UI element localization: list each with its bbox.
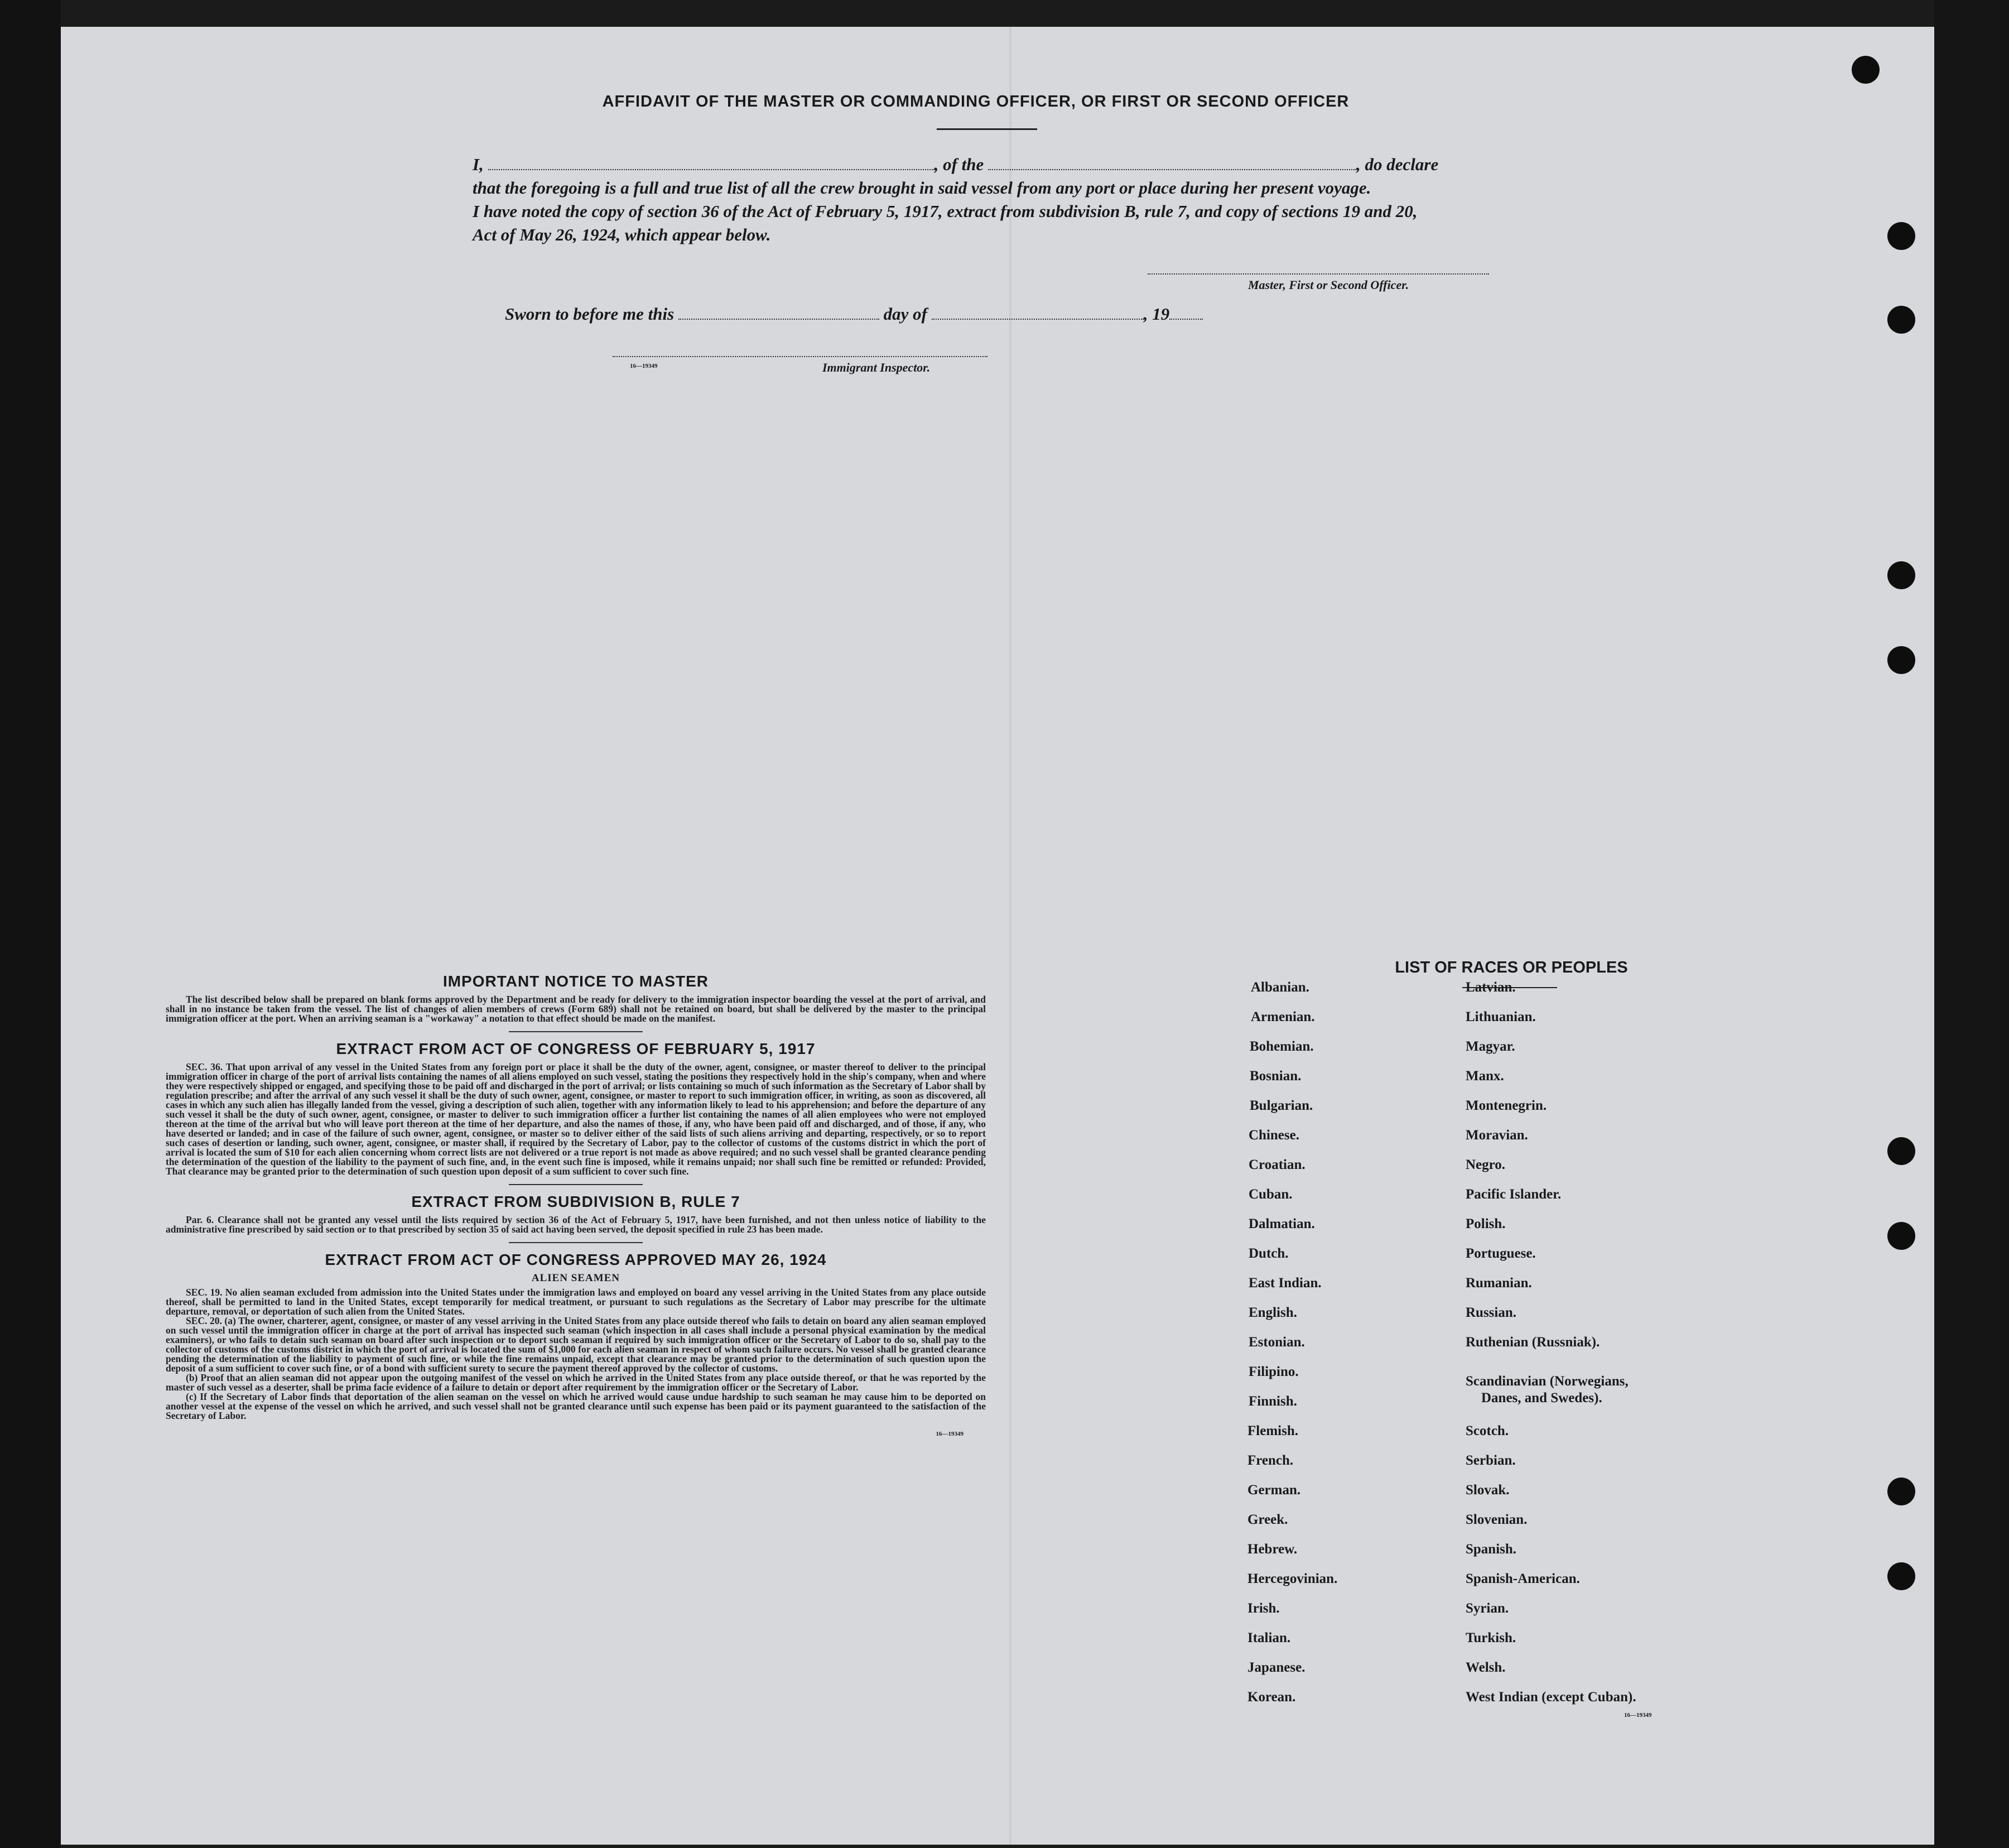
race-item: Manx. (1466, 1069, 1504, 1084)
extract-1917-title: EXTRACT FROM ACT OF CONGRESS OF FEBRUARY 5, 1917 (336, 1040, 816, 1057)
section-rule (509, 1242, 643, 1243)
race-item: Cuban. (1249, 1187, 1293, 1202)
race-item: Negro. (1466, 1157, 1506, 1172)
name-field[interactable] (488, 167, 934, 170)
race-item: Greek. (1247, 1512, 1288, 1527)
declaration-of-the: , of the (934, 155, 984, 174)
master-caption: Master, First or Second Officer. (1248, 278, 1409, 292)
race-item: Spanish-American. (1466, 1571, 1580, 1586)
race-item: French. (1247, 1453, 1294, 1468)
inspector-caption: Immigrant Inspector. (822, 360, 931, 374)
punch-hole-icon (1887, 222, 1915, 250)
sworn-label: Sworn to before me this (505, 304, 675, 324)
punch-hole-icon (1887, 1478, 1915, 1505)
race-item: Magyar. (1466, 1039, 1515, 1054)
document-sheet (61, 27, 1934, 1845)
race-item: Estonian. (1249, 1335, 1305, 1350)
section-rule (509, 1184, 643, 1185)
extract-1917-body: SEC. 36. That upon arrival of any vessel in the United States from any foreign port or place it shall be the duty of the owner, agent, consignee, or master thereof to deliver to the principal immigration officer in charge of the port of arrival lists containing the names of all aliens employed on such vessel, stating the positions they respectively hold in the ship's company, when and where they were respectively shipped or engaged, and specifying those to be paid off and discharged in the port of arrival; or lists containing so much of such information as the Secretary of Labor shall by regulation prescribe; and after the arrival of any such vessel it shall be the duty of such owner, agent, consignee, or master to report to such immigration officer, in writing, as soon as discovered, all cases in which any such alien has illegally landed from the vessel, giving a description of such alien, together with any information likely to lead to his apprehension; and before the departure of any such vessel it shall be the duty of such owner, agent, consignee, or master to deliver to such immigration officer a further list containing the names of all alien employees who were not employed thereon at the time of the arrival but who will leave port thereon at the time of her departure, and also the names of those, if any, who have been paid off and discharged, and of those, if any, who have deserted or landed; and in case of the failure of such owner, agent, consignee, or master so to deliver either of the said lists of such aliens arriving and departing, respectively, or so to report such cases of desertion or landing, such owner, agent, consignee, or master shall, if required by the Secretary of Labor, pay to the collector of customs of the customs district in which the port of arrival is located the sum of $10 for each alien concerning whom correct lists are not delivered or a true report is not made as above required; and no such vessel shall be granted clearance pending the determination of the question of the liability to the payment of such fine, and, in the event such fine is imposed, while it remains unpaid; nor shall such fine be remitted or refunded: Provided, That clearance may be granted prior to the determination of such question upon deposit of a sum sufficient to cover such fine. (166, 1061, 986, 1177)
affidavit-declaration (473, 153, 1577, 247)
sec-19-text (166, 1288, 986, 1316)
vessel-field[interactable] (988, 167, 1356, 170)
race-item: Irish. (1247, 1601, 1280, 1616)
sec-20a-text (166, 1316, 986, 1373)
extract-1924-title: EXTRACT FROM ACT OF CONGRESS APPROVED MAY 26, 1924 (325, 1251, 827, 1268)
sec-19-body: SEC. 19. No alien seaman excluded from admission into the United States under the immigration laws and employed on board any vessel arriving in the United States from any place outside thereof, shall be permitted to land in the United States, except temporarily for medical treatment, or pursuant to such regulations as the Secretary of Labor may prescribe for the ultimate departure, removal, or deportation of such alien from the United States. (166, 1287, 986, 1317)
race-item: Filipino. (1249, 1364, 1299, 1379)
declaration-line-3: I have noted the copy of section 36 of the Act of February 5, 1917, extract from subdivision B, rule 7, and copy of sections 19 and 20, (473, 201, 1418, 221)
race-item: Serbian. (1466, 1453, 1516, 1468)
race-item: English. (1249, 1305, 1297, 1320)
sec-20a-body: SEC. 20. (a) The owner, charterer, agent, consignee, or master of any vessel arriving in the United States from any place outside thereof who fails to detain on board any alien seaman employed on such vessel until the immigration officer in charge at the port of arrival has inspected such seaman (which inspection in all cases shall include a personal physical examination by the medical examiners), or who fails to detain such seaman on board after such inspection or to deport such seaman if required by such immigration officer or the Secretary of Labor to do so, shall pay to the collector of customs of the customs district in which the port of arrival is located the sum of $1,000 for each alien seaman in respect of whom such failure occurs. No vessel shall be granted clearance pending the determination of the liability to payment of such fine, or while the fine remains unpaid, except that clearance may be granted prior to the determination of such question upon the deposit of a sum sufficient to cover such fine, or of a bond with sufficient surety to secure the payment thereof approved by the collector of customs. (166, 1315, 986, 1374)
race-item: Turkish. (1466, 1630, 1516, 1645)
extract-1917-text (166, 1062, 986, 1176)
sec-20b-text (166, 1373, 986, 1392)
race-item: Montenegrin. (1466, 1098, 1547, 1113)
declaration-line-2: that the foregoing is a full and true list of all the crew brought in said vessel from any port or place during her present voyage. (473, 178, 1371, 198)
day-of-label: day of (883, 304, 927, 324)
subdivision-b-title: EXTRACT FROM SUBDIVISION B, RULE 7 (411, 1193, 740, 1210)
title-rule (937, 128, 1037, 130)
punch-hole-icon (1887, 561, 1915, 589)
declaration-do-declare: , do declare (1356, 155, 1439, 174)
alien-seamen-subtitle: ALIEN SEAMEN (531, 1272, 620, 1284)
race-item: Bosnian. (1250, 1069, 1302, 1084)
extract-form-number: 16—19349 (936, 1431, 963, 1437)
notice-text (166, 995, 986, 1023)
race-item: Ruthenian (Russniak). (1466, 1335, 1600, 1350)
punch-hole-icon (1887, 306, 1915, 334)
race-item: Albanian. (1251, 980, 1309, 995)
race-item: West Indian (except Cuban). (1466, 1690, 1636, 1705)
race-item: Moravian. (1466, 1128, 1528, 1143)
declaration-line-4: Act of May 26, 1924, which appear below. (473, 225, 771, 244)
race-item: Scotch. (1466, 1423, 1509, 1438)
race-item: Lithuanian. (1466, 1009, 1536, 1024)
punch-hole-icon (1887, 1137, 1915, 1165)
races-title: LIST OF RACES OR PEOPLES (1395, 959, 1628, 976)
race-item: Russian. (1466, 1305, 1517, 1320)
sec-20c-body: (c) If the Secretary of Labor finds that deportation of the alien seaman on the vessel on which he arrived would cause undue hardship to such seaman he may cause him to be deported on another vessel at the expense of the vessel on which he arrived, and such vessel shall not be granted clearance until such expense has been paid or its payment guaranteed to the satisfaction of the Secretary of Labor. (166, 1391, 986, 1421)
sworn-line (505, 302, 1610, 326)
notice-column (166, 973, 986, 1437)
page-fold (1009, 27, 1011, 1845)
race-item: Welsh. (1466, 1660, 1506, 1675)
race-item: German. (1247, 1483, 1301, 1498)
declaration-i: I, (473, 155, 484, 174)
notice-body: The list described below shall be prepared on blank forms approved by the Department and be ready for delivery to the immigration inspector boarding the vessel at the port of arrival, and shall in no instance be taken from the vessel. The list of changes of alien members of crews (Form 689) shall not be retained on board, but shall be delivered by the master to the principal immigration officer at the port. When an arriving seaman is a "workaway" a notation to that effect should be made on the manifest. (166, 994, 986, 1024)
subdivision-b-body: Par. 6. Clearance shall not be granted any vessel until the lists required by section 36 of the Act of February 5, 1917, have been furnished, and not then unless notice of liability to the administrative fine prescribed by said section or to that prescribed by section 35 of said act having been served, the deposit specified in rule 23 has been made. (166, 1214, 986, 1235)
section-rule (509, 1031, 643, 1032)
race-item: Flemish. (1247, 1423, 1298, 1438)
race-item: Slovenian. (1466, 1512, 1528, 1527)
race-item: Rumanian. (1466, 1276, 1532, 1291)
race-item: Hebrew. (1247, 1542, 1298, 1557)
race-item: Scandinavian (Norwegians, (1466, 1374, 1629, 1389)
race-item: Bohemian. (1250, 1039, 1314, 1054)
inspector-signature-line[interactable] (613, 356, 987, 357)
sec-20b-body: (b) Proof that an alien seaman did not appear upon the outgoing manifest of the vessel on which he arrived in the United States from any place outside thereof, or that he was reported by the master of such vessel as a deserter, shall be prima facie evidence of a failure to detain or deport after requirement by the immigration officer or the Secretary of Labor. (166, 1372, 986, 1393)
race-item: Dutch. (1249, 1246, 1289, 1261)
race-item: Syrian. (1466, 1601, 1509, 1616)
race-item: Finnish. (1249, 1394, 1297, 1409)
race-item: Hercegovinian. (1247, 1571, 1338, 1586)
race-item: Italian. (1247, 1630, 1291, 1645)
punch-hole-icon (1852, 56, 1880, 84)
race-item: Danes, and Swedes). (1481, 1390, 1602, 1406)
sec-20c-text (166, 1392, 986, 1421)
subdivision-b-text (166, 1215, 986, 1234)
race-item: Spanish. (1466, 1542, 1517, 1557)
scan-left-edge (0, 0, 61, 1848)
race-item: Armenian. (1251, 1009, 1315, 1024)
punch-hole-icon (1887, 646, 1915, 674)
punch-hole-icon (1887, 1222, 1915, 1250)
notice-title: IMPORTANT NOTICE TO MASTER (442, 973, 709, 990)
sworn-year-field[interactable] (1169, 316, 1203, 320)
race-item: Japanese. (1247, 1660, 1305, 1675)
sworn-day-field[interactable] (678, 316, 879, 320)
form-number: 16—19349 (630, 363, 658, 369)
race-item: Portuguese. (1466, 1246, 1536, 1261)
race-item: Dalmatian. (1249, 1216, 1315, 1231)
race-item: Latvian. (1466, 980, 1516, 995)
race-item: Korean. (1247, 1690, 1296, 1705)
affidavit-title: AFFIDAVIT OF THE MASTER OR COMMANDING OFFICER, OR FIRST OR SECOND OFFICER (602, 93, 1350, 110)
master-signature-line[interactable] (1148, 273, 1489, 275)
races-form-number: 16—19349 (1624, 1712, 1652, 1719)
race-item: East Indian. (1249, 1276, 1322, 1291)
race-item: Slovak. (1466, 1483, 1510, 1498)
race-item: Polish. (1466, 1216, 1506, 1231)
race-item: Bulgarian. (1250, 1098, 1313, 1113)
year-label: , 19 (1143, 304, 1170, 324)
punch-hole-icon (1887, 1562, 1915, 1590)
race-item: Croatian. (1249, 1157, 1305, 1172)
scan-right-edge (1934, 0, 2009, 1848)
race-item: Chinese. (1249, 1128, 1299, 1143)
race-item: Pacific Islander. (1466, 1187, 1562, 1202)
sworn-month-field[interactable] (932, 316, 1144, 320)
